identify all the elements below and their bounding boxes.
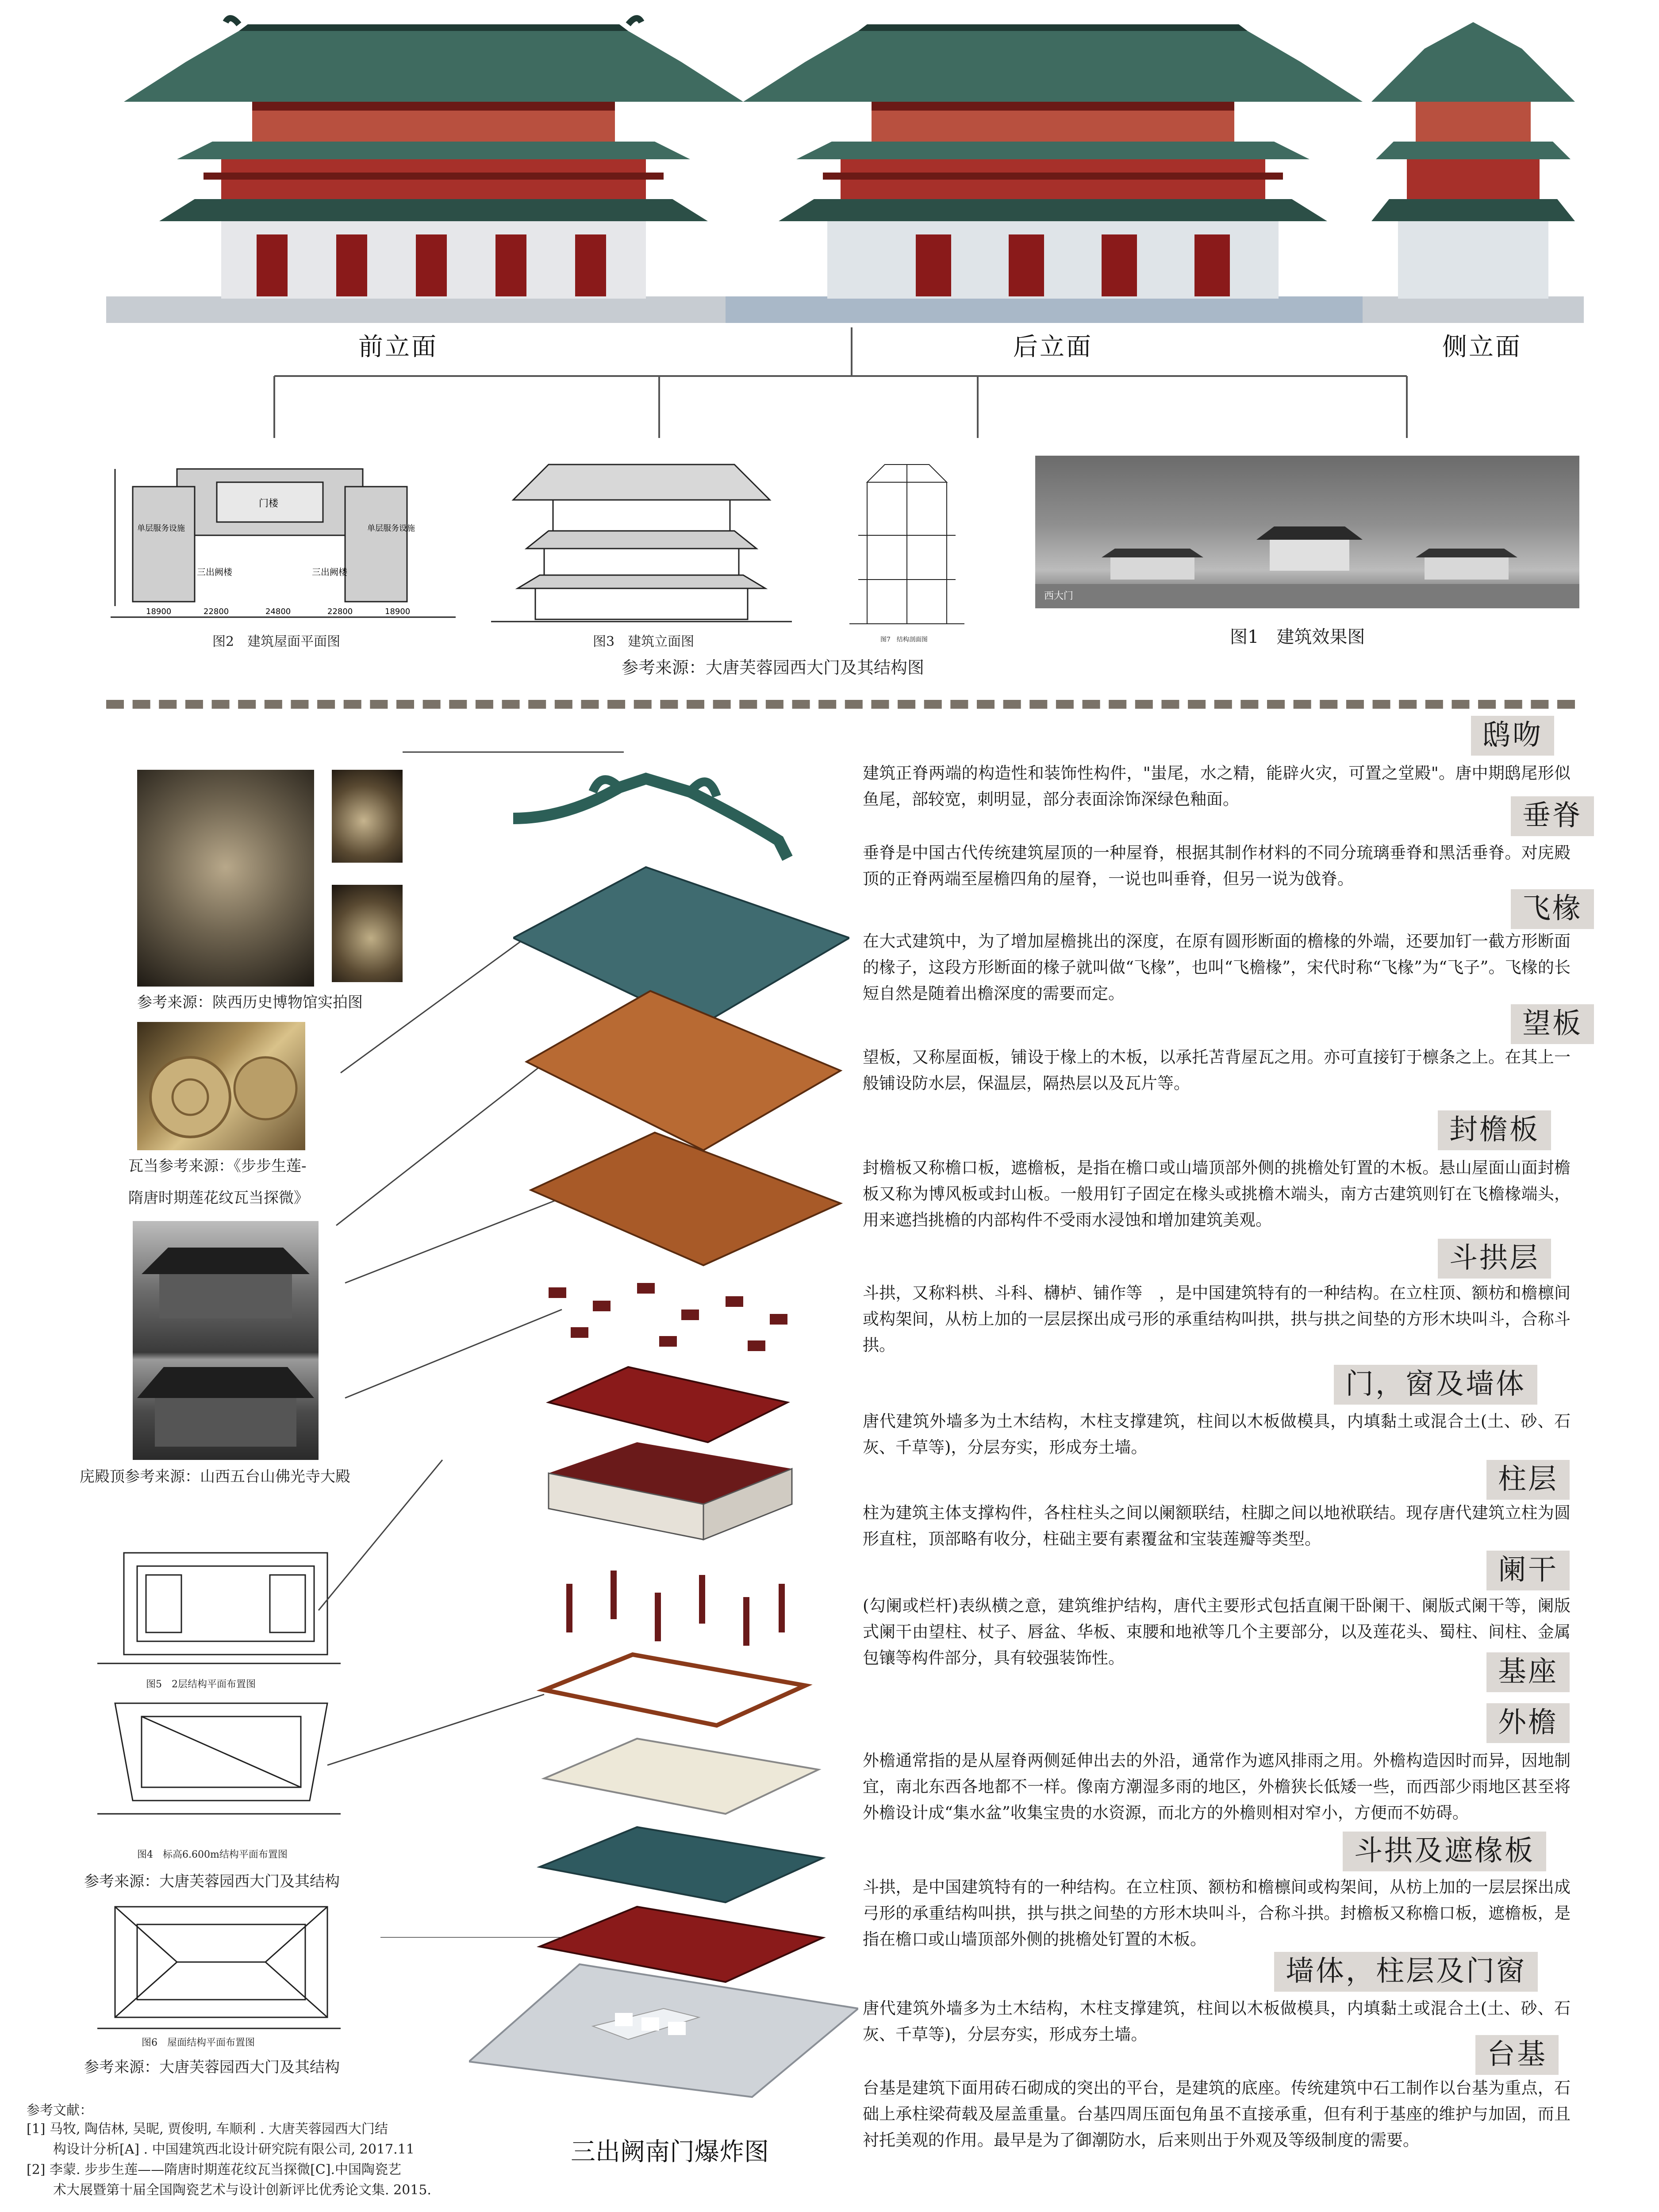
fig4-caption: 图4 标高6.600m结构平面布置图 [137, 1849, 288, 1860]
render-tag: 西大门 [1044, 591, 1074, 602]
plan-tower-left-label: 三出阙楼 [197, 567, 232, 577]
fig5-caption: 图5 2层结构平面布置图 [146, 1679, 256, 1690]
plan-dim: 18900 [146, 607, 172, 616]
struct-source-1: 参考来源：大唐芙蓉园西大门及其结构 [84, 1873, 340, 1890]
side-elevation-label: 侧立面 [1442, 333, 1522, 361]
wudian-source: 庑殿顶参考来源：山西五台山佛光寺大殿 [80, 1468, 350, 1486]
plan-service-left-label: 单层服务设施 [137, 524, 185, 533]
plan-tower-right-label: 三出阙楼 [312, 567, 347, 577]
side-elevation-drawing [1363, 13, 1584, 332]
section-title-feichuan: 飞椽 [1511, 889, 1594, 929]
section-title-door-window-wall: 门，窗及墙体 [1334, 1365, 1537, 1405]
struct-source-2: 参考来源：大唐芙蓉园西大门及其结构 [84, 2058, 340, 2076]
section-text-fengyanban: 封檐板又称檐口板，遮檐板，是指在檐口或山墙顶部外侧的挑檐处钉置的木板。悬山屋面山面封檐板又称为博风板或封山板。一般用钉子固定在椽头或挑檐木端头，南方古建筑则钉在飞檐椽端头，用来遮挡挑檐的内部构件不受雨水浸蚀和增加建筑美观。 [863, 1158, 1571, 1229]
reference-line: [1] 马牧, 陶佶林, 吴昵, 贾俊明, 车顺利 . 大唐芙蓉园西大门结 [27, 2121, 388, 2137]
plan-gate-label: 门楼 [259, 498, 279, 509]
section-text-taiji: 台基是建筑下面用砖石砌成的突出的平台，是建筑的底座。传统建筑中石工制作以台基为重点，石础上承柱梁荷载及屋盖重量。台基四周压面包角虽不直接承重，但有利于基座的维护与加固，而且衬托美观的作用。最早是为了御潮防水，后来则出于外观及等级制度的需要。 [863, 2078, 1571, 2150]
section-text-waiyan: 外檐通常指的是从屋脊两侧延伸出去的外沿，通常作为遮风排雨之用。外檐构造因时而异，因地制宜，南北东西各地都不一样。像南方潮湿多雨的地区，外檐狭长低矮一些，而西部少雨地区甚至将外檐设计成“集水盆”收集宝贵的水资源，而北方的外檐则相对窄小，方便而不妨碍。 [863, 1751, 1571, 1822]
explosion-caption: 三出阙南门爆炸图 [571, 2138, 769, 2166]
front-elevation-label: 前立面 [358, 333, 438, 361]
fig2-caption: 图2 建筑屋面平面图 [212, 634, 341, 649]
building-elevation-drawing [487, 442, 796, 628]
rear-elevation-label: 后立面 [1013, 333, 1093, 361]
section-title-langan: 阑干 [1486, 1551, 1570, 1590]
section-title-chiwen: 鸱吻 [1471, 716, 1554, 756]
section-text-feichuan: 在大式建筑中，为了增加屋檐挑出的深度，在原有圆形断面的檐椽的外端，还要加钉一截方形断面的椽子，这段方形断面的椽子就叫做“飞椽”，也叫“飞檐椽”，宋代时称“飞椽”为“飞子”。飞椽的长短自然是随着出檐深度的需要而定。 [863, 932, 1571, 1003]
plan-dim: 24800 [265, 607, 291, 616]
structure-section-drawing [841, 456, 973, 633]
top-source-caption: 参考来源：大唐芙蓉园西大门及其结构图 [622, 658, 925, 677]
plan-dim: 22800 [327, 607, 353, 616]
plan-dim: 18900 [385, 607, 411, 616]
effect-render-photo [1035, 456, 1579, 608]
wadang-source-line2: 隋唐时期莲花纹瓦当探微》 [128, 1189, 309, 1207]
reference-line: [2] 李蒙. 步步生莲——隋唐时期莲花纹瓦当探微[C].中国陶瓷艺 [27, 2162, 402, 2177]
wadang-source-line1: 瓦当参考来源：《步步生莲- [128, 1157, 307, 1175]
section-title-dougong-zheyan: 斗拱及遮椽板 [1343, 1832, 1546, 1871]
plan-service-right-label: 单层服务设施 [367, 524, 415, 533]
plan-dim: 22800 [204, 607, 229, 616]
chiwen-source: 参考来源：陕西历史博物馆实拍图 [137, 994, 363, 1011]
fig6-caption: 图6 屋面结构平面布置图 [142, 2037, 255, 2048]
section-text-chuiji: 垂脊是中国古代传统建筑屋顶的一种屋脊，根据其制作材料的不同分琉璃垂脊和黑活垂脊。对庑殿顶的正脊两端至屋檐四角的屋脊，一说也叫垂脊，但另一说为戗脊。 [863, 843, 1571, 888]
section-text-langan: (勾阑或栏杆)表纵横之意，建筑维护结构，唐代主要形式包括直阑干卧阑干、阑版式阑干等，阑版式阑干由望柱、杖子、唇盆、华板、束腰和地袱等几个主要部分，以及莲花头、蜀柱、间柱、金属包镶等构件部分，具有较强装饰性。 [863, 1596, 1571, 1667]
section-title-waiyan: 外檐 [1486, 1703, 1570, 1743]
references-list [27, 2119, 513, 2200]
connector-lines [0, 327, 1659, 442]
fig3-caption: 图3 建筑立面图 [593, 634, 695, 649]
section-text-door-window-wall: 唐代建筑外墙多为土木结构，木柱支撑建筑，柱间以木板做模具，内填黏土或混合土(土、砂、石灰、千草等)，分层夯实，形成夯土墙。 [863, 1412, 1571, 1457]
section-title-taiji: 台基 [1475, 2035, 1559, 2075]
section-title-dougong: 斗拱层 [1438, 1239, 1551, 1279]
exploded-view-drawing [513, 752, 849, 2079]
section-text-wangban: 望板，又称屋面板，铺设于椽上的木板，以承托苫背屋瓦之用。亦可直接钉于檩条之上。在其上一般铺设防水层，保温层，隔热层以及瓦片等。 [863, 1048, 1571, 1093]
reference-line: 术大展暨第十届全国陶瓷艺术与设计创新评比优秀论文集. 2015. [53, 2182, 431, 2198]
front-elevation-drawing [106, 13, 761, 332]
section-title-column: 柱层 [1486, 1460, 1570, 1500]
section-title-wall-column-door: 墙体，柱层及门窗 [1274, 1952, 1538, 1992]
rear-elevation-drawing [726, 13, 1380, 332]
section-title-chuiji: 垂脊 [1511, 796, 1594, 836]
fig1-caption: 图1 建筑效果图 [1230, 627, 1365, 647]
section-text-chiwen: 建筑正脊两端的构造性和装饰性构件，"蚩尾，水之精，能辟火灾，可置之堂殿"。唐中期鸱尾形似鱼尾，部较宽，刺明显，部分表面涂饰深绿色釉面。 [863, 764, 1571, 809]
terrace-base-drawing [469, 1955, 858, 2101]
section-title-jizuo: 基座 [1486, 1652, 1570, 1692]
section-title-wangban: 望板 [1511, 1004, 1594, 1044]
section-divider [106, 700, 1575, 709]
section-title-fengyanban: 封檐板 [1438, 1110, 1551, 1150]
references-heading: 参考文献： [27, 2103, 93, 2118]
section-text-dougong: 斗拱，又称料栱、斗科、欂栌、铺作等 ，是中国建筑特有的一种结构。在立柱顶、额枋和檐檩间或构架间，从枋上加的一层层探出成弓形的承重结构叫拱，拱与拱之间垫的方形木块叫斗，合称斗拱。 [863, 1283, 1571, 1355]
roof-plan-drawing [102, 460, 465, 628]
section-caption: 图7 结构剖面图 [880, 636, 928, 643]
section-text-column: 柱为建筑主体支撑构件，各柱柱头之间以阑额联结，柱脚之间以地袱联结。现存唐代建筑立柱为圆形直柱，顶部略有收分，柱础主要有素覆盆和宝装莲瓣等类型。 [863, 1503, 1571, 1548]
section-text-wall-column-door: 唐代建筑外墙多为土木结构，木柱支撑建筑，柱间以木板做模具，内填黏土或混合土(土、砂、石灰、千草等)，分层夯实，形成夯土墙。 [863, 1999, 1571, 2044]
reference-line: 构设计分析[A] . 中国建筑西北设计研究院有限公司, 2017.11 [53, 2142, 415, 2157]
section-text-dougong-zheyan: 斗拱，是中国建筑特有的一种结构。在立柱顶、额枋和檐檩间或构架间，从枋上加的一层层探出成弓形的承重结构叫拱，拱与拱之间垫的方形木块叫斗，合称斗拱。封檐板又称檐口板，遮檐板，是指在檐口或山墙顶部外侧的挑檐处钉置的木板。 [863, 1878, 1571, 1949]
